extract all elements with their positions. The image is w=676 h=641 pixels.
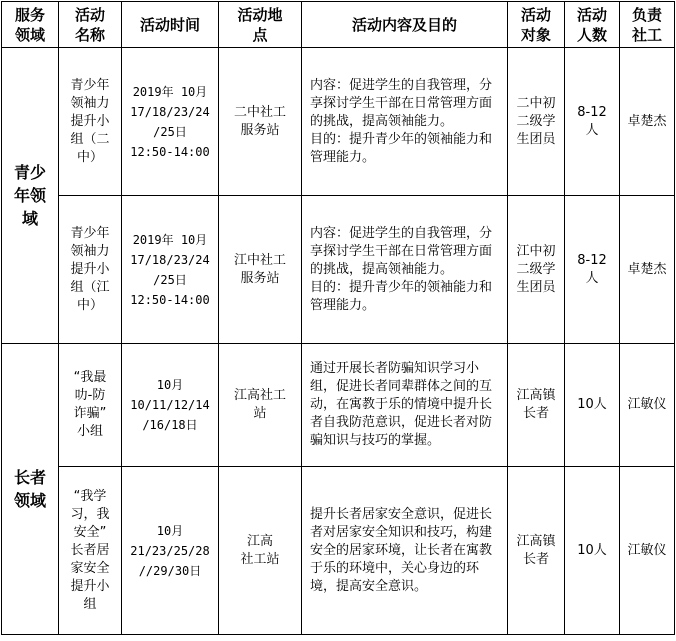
activity-target-cell: 二中初 二级学 生团员: [508, 48, 565, 196]
activity-content-cell: 提升长者居家安全意识，促进长者对居家安全知识和技巧，构建安全的居家环境，让长者在寓教于乐的环境中，关心身边的环境，提高安全意识。: [302, 467, 508, 635]
table-row: [2, 196, 675, 344]
activity-plan-table: [1, 1, 675, 635]
activity-count-cell: 10人: [565, 467, 620, 635]
activity-time-cell: 2019年 10月 17/18/23/24 /25日 12:50-14:00: [122, 48, 219, 196]
activity-place-cell: 江高 社工站: [219, 467, 302, 635]
activity-count-cell: 8-12 人: [565, 196, 620, 344]
header-service-area: 服务 领域: [2, 2, 59, 48]
activity-place-cell: 江中社工 服务站: [219, 196, 302, 344]
header-activity-target: 活动 对象: [508, 2, 565, 48]
activity-content-cell: 内容：促进学生的自我管理，分享探讨学生干部在日常管理方面的挑战，提高领袖能力。 目的：提升青少年的领袖能力和管理能力。: [302, 196, 508, 344]
header-activity-place: 活动地 点: [219, 2, 302, 48]
activity-time-cell: 2019年 10月 17/18/23/24 /25日 12:50-14:00: [122, 196, 219, 344]
activity-content-cell: 通过开展长者防骗知识学习小组，促进长者同辈群体之间的互动，在寓教于乐的情境中提升长者自我防范意识，促进长者对防骗知识与技巧的掌握。: [302, 344, 508, 467]
social-worker-cell: 江敏仪: [620, 344, 675, 467]
service-area-youth: 青少 年领 域: [2, 48, 59, 344]
activity-count-cell: 8-12 人: [565, 48, 620, 196]
table-row: [2, 48, 675, 196]
activity-target-cell: 江高镇 长者: [508, 344, 565, 467]
header-activity-time: 活动时间: [122, 2, 219, 48]
activity-name-cell: 青少年 领袖力 提升小 组（二 中）: [59, 48, 122, 196]
activity-time-cell: 10月 10/11/12/14 /16/18日: [122, 344, 219, 467]
header-row: [2, 2, 675, 48]
activity-count-cell: 10人: [565, 344, 620, 467]
activity-name-cell: “我最 叻-防 诈骗” 小组: [59, 344, 122, 467]
social-worker-cell: 江敏仪: [620, 467, 675, 635]
activity-target-cell: 江中初 二级学 生团员: [508, 196, 565, 344]
header-activity-count: 活动 人数: [565, 2, 620, 48]
activity-name-cell: 青少年 领袖力 提升小 组（江 中）: [59, 196, 122, 344]
table-row: [2, 467, 675, 635]
activity-place-cell: 二中社工 服务站: [219, 48, 302, 196]
header-social-worker: 负责 社工: [620, 2, 675, 48]
table-row: [2, 344, 675, 467]
header-activity-name: 活动 名称: [59, 2, 122, 48]
activity-target-cell: 江高镇 长者: [508, 467, 565, 635]
service-area-elderly: 长者 领域: [2, 344, 59, 635]
activity-content-cell: 内容：促进学生的自我管理，分享探讨学生干部在日常管理方面的挑战，提高领袖能力。 目的：提升青少年的领袖能力和管理能力。: [302, 48, 508, 196]
social-worker-cell: 卓楚杰: [620, 48, 675, 196]
activity-place-cell: 江高社工 站: [219, 344, 302, 467]
activity-time-cell: 10月 21/23/25/28 //29/30日: [122, 467, 219, 635]
header-activity-content: 活动内容及目的: [302, 2, 508, 48]
activity-name-cell: “我学 习，我 安全” 长者居 家安全 提升小 组: [59, 467, 122, 635]
social-worker-cell: 卓楚杰: [620, 196, 675, 344]
